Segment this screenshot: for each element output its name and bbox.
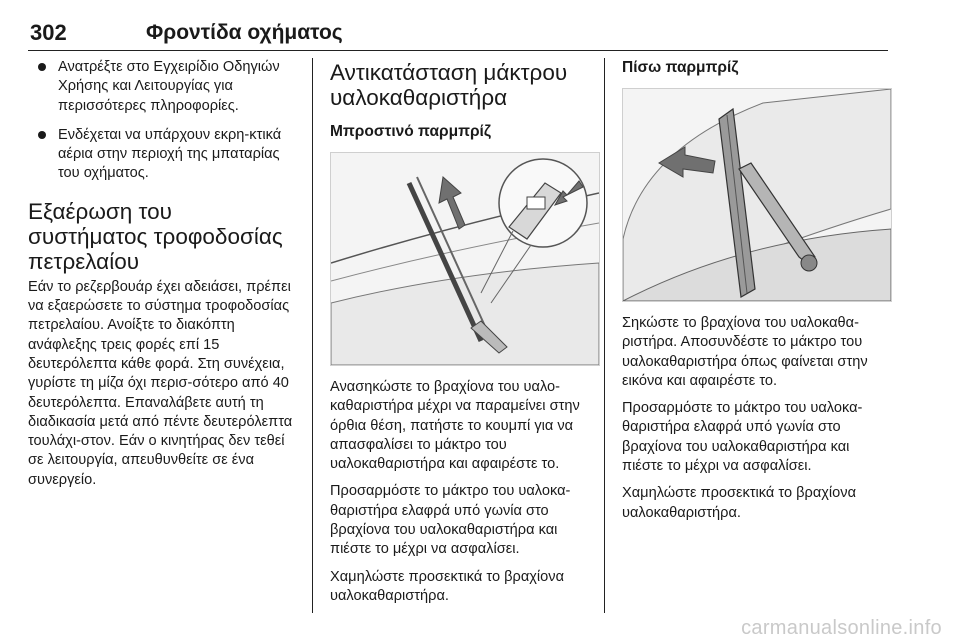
subsection-heading: Μπροστινό παρμπρίζ <box>330 123 491 140</box>
bullet-icon <box>38 63 46 71</box>
column-2 <box>330 58 598 614</box>
bullet-icon <box>38 131 46 139</box>
section-paragraph: Προσαρμόστε το μάκτρο του υαλοκα-θαριστήρα ελαφρά υπό γωνία στο βραχίονα του υαλοκαθαριστήρα και πιέστε το μέχρι να ασφαλίσει. <box>330 483 571 558</box>
column-3 <box>622 58 890 531</box>
section-heading: Αντικατάσταση μάκτρου υαλοκαθαριστήρα <box>330 60 568 110</box>
section-paragraph: Χαμηλώστε προσεκτικά το βραχίονα υαλοκαθαριστήρα. <box>330 568 565 604</box>
watermark: carmanualsonline.info <box>741 617 942 639</box>
front-wiper-illustration <box>330 152 600 366</box>
bullet-list <box>28 58 296 184</box>
section-paragraph: Ανασηκώστε το βραχίονα του υαλο-καθαριστήρα μέχρι να παραμείνει στην όρθια θέση, πατήστε το κουμπί για να απασφαλίσει το μάκτρο του υαλοκαθαριστήρα και αφαιρέστε το. <box>330 379 580 473</box>
list-item: Ανατρέξτε στο Εγχειρίδιο Οδηγιών Χρήσης και Λειτουργίας για περισσότερες πληροφορίες. <box>28 58 296 116</box>
section-paragraph: Προσαρμόστε το μάκτρο του υαλοκα-θαριστήρα ελαφρά υπό γωνία στο βραχίονα του υαλοκαθαριστήρα και πιέστε το μέχρι να ασφαλίσει. <box>622 400 863 475</box>
list-item: Ενδέχεται να υπάρχουν εκρη-κτικά αέρια στην περιοχή της μπαταρίας του οχήματος. <box>28 126 296 184</box>
column-divider <box>604 58 605 613</box>
subsection-heading: Πίσω παρμπρίζ <box>622 59 739 76</box>
section-heading: Εξαέρωση του συστήματος τροφοδοσίας πετρελαίου <box>28 198 283 274</box>
section-paragraph: Χαμηλώστε προσεκτικά το βραχίονα υαλοκαθαριστήρα. <box>622 485 857 521</box>
page-header <box>28 16 888 51</box>
page-number: 302 <box>30 20 67 45</box>
column-divider <box>312 58 313 613</box>
section-paragraph: Σηκώστε το βραχίονα του υαλοκαθα-ριστήρα. Αποσυνδέστε το μάκτρο του υαλοκαθαριστήρα όπως φαίνεται στην εικόνα και αφαιρέστε το. <box>622 315 868 389</box>
section-paragraph: Εάν το ρεζερβουάρ έχει αδειάσει, πρέπει να εξαερώσετε το σύστημα τροφοδοσίας πετρελαίου. Ανοίξτε το διακόπτη ανάφλεξης τρεις φορές επί 15 δευτερόλεπτα κάθε φορά. Στη συνέχεια, γυρίστε τη μίζα όχι περισ-σότερο από 40 δευτερόλεπτα. Επαναλάβετε αυτή τη διαδικασία μετά από πέντε δευτερόλεπτα τουλάχι-στον. Εάν ο κινητήρας δεν τεθεί σε λειτουργία, απευθυνθείτε σε ένα συνεργείο. <box>28 278 293 488</box>
page-title: Φροντίδα οχήματος <box>146 21 343 44</box>
column-1 <box>28 58 296 498</box>
rear-wiper-illustration <box>622 88 892 302</box>
